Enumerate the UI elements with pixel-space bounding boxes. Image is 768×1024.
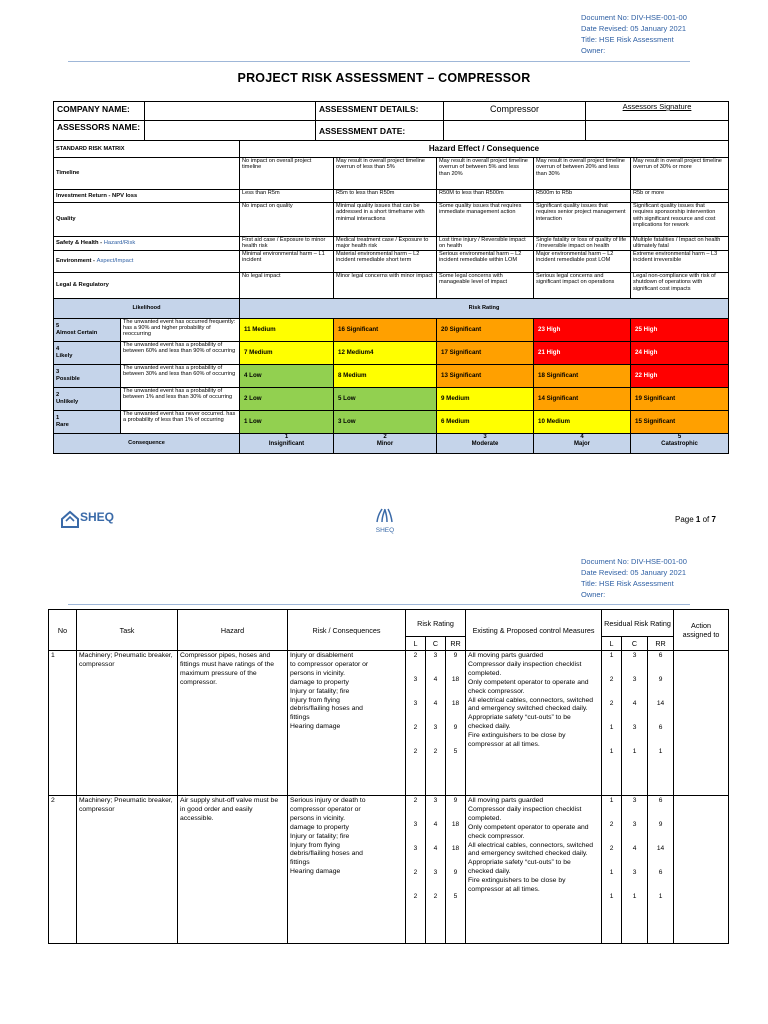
risk-line: persons in vicinity. xyxy=(290,814,346,822)
residual-value: 3 xyxy=(632,676,637,683)
residual-value: 2 xyxy=(609,821,614,828)
risk-line: compressor operator or xyxy=(290,805,361,813)
residual-value: 14 xyxy=(656,845,665,852)
rating-value: 2 xyxy=(413,652,418,659)
likelihood-row xyxy=(54,388,729,411)
assessment-date-label: ASSESSMENT DATE: xyxy=(316,121,444,141)
col-residual: Residual Risk Rating xyxy=(602,610,674,637)
risk-rating-cell: 11 Medium xyxy=(240,319,334,342)
consequence-level xyxy=(631,434,729,454)
consequence-row xyxy=(54,273,729,299)
consequence-number: 4 xyxy=(580,434,584,440)
rating-value: 18 xyxy=(451,845,460,852)
hazard-cell: Air supply shut-off valve must be in good order and easily accessible. xyxy=(178,796,288,944)
doc-number: Document No: DIV-HSE-001-00 xyxy=(581,557,687,566)
col-task: Task xyxy=(77,610,178,651)
rating-value: 4 xyxy=(433,676,438,683)
residual-value: 1 xyxy=(609,652,614,659)
assessment-date-value[interactable] xyxy=(444,121,586,141)
consequence-cell: Significant quality issues that requires senior project management interaction xyxy=(534,203,631,237)
risk-rating-cell: 9 Medium xyxy=(437,388,534,411)
residual-value: 1 xyxy=(609,869,614,876)
risk-rating-cell: 7 Medium xyxy=(240,342,334,365)
residual-value: 4 xyxy=(632,700,637,707)
likelihood-number: 4 xyxy=(56,346,60,352)
consequence-cell: Some quality issues that requires immediate management action xyxy=(437,203,534,237)
category-label: Safety & Health - xyxy=(56,240,104,247)
category-label: Legal & Regulatory xyxy=(56,282,109,289)
measure-line: compressor at all times. xyxy=(468,886,540,894)
likelihood-header: Likelihood xyxy=(54,299,240,319)
consequence-label: Consequence xyxy=(54,434,240,454)
risk-rating-cell: 8 Medium xyxy=(334,365,437,388)
likelihood-number: 5 xyxy=(56,323,60,329)
category-label: Environment - xyxy=(56,258,97,265)
consequence-category xyxy=(54,237,240,251)
consequence-cell: May result in overall project timeline overrun of between 20% and less than 30% xyxy=(534,158,631,190)
consequence-level xyxy=(534,434,631,454)
residual-value: 1 xyxy=(658,748,663,755)
col-rr: RR xyxy=(446,637,466,651)
rating-c-cell xyxy=(426,796,446,944)
consequence-row xyxy=(54,251,729,273)
likelihood-level xyxy=(54,319,121,342)
residual-value: 3 xyxy=(632,869,637,876)
consequence-cell: R500m to R5b xyxy=(534,190,631,203)
action-cell[interactable] xyxy=(674,796,729,944)
consequence-cell: Legal non-compliance with risk of shutdown of operations with significant cost impacts xyxy=(631,273,729,299)
residual-value: 3 xyxy=(632,821,637,828)
risk-assessment-table xyxy=(48,609,729,944)
sheq-logo-center xyxy=(370,508,400,538)
consequence-cell: May result in overall project timeline overrun of between 5% and less than 20% xyxy=(437,158,534,190)
measure-line: All electrical cables, connectors, switched xyxy=(468,696,594,704)
measure-line: completed. xyxy=(468,814,502,822)
risk-rating-cell: 6 Medium xyxy=(437,411,534,434)
consequence-category xyxy=(54,251,240,273)
likelihood-name: Rare xyxy=(56,422,69,428)
risk-line: to compressor operator or xyxy=(290,660,369,668)
risk-rating-cell: 17 Significant xyxy=(437,342,534,365)
consequence-name: Insignificant xyxy=(268,441,305,447)
header-divider-page2 xyxy=(68,604,690,605)
table-row xyxy=(49,651,729,796)
rating-value: 3 xyxy=(413,845,418,852)
sheq-logo-text-left: SHEQ xyxy=(80,510,115,524)
risk-cell xyxy=(288,651,406,796)
consequence-name: Moderate xyxy=(471,441,499,447)
consequence-category xyxy=(54,190,240,203)
likelihood-row xyxy=(54,342,729,365)
risk-line: debris/flailing hoses and xyxy=(290,705,363,713)
likelihood-level xyxy=(54,411,121,434)
likelihood-row xyxy=(54,411,729,434)
consequence-cell: Minimal environmental harm – L1 incident xyxy=(240,251,334,273)
residual-value: 4 xyxy=(632,845,637,852)
consequence-cell: May result in overall project timeline overrun of less than 5% xyxy=(334,158,437,190)
likelihood-level xyxy=(54,365,121,388)
row-number: 1 xyxy=(49,651,77,796)
col-rc: C xyxy=(622,637,648,651)
measure-line: All moving parts guarded xyxy=(468,797,544,804)
sheq-hands-icon xyxy=(374,508,396,524)
risk-rating-cell: 25 High xyxy=(631,319,729,342)
likelihood-row xyxy=(54,365,729,388)
risk-line: damage to property xyxy=(290,823,349,831)
assessment-details-label: ASSESSMENT DETAILS: xyxy=(316,102,444,121)
measure-line: and emergency switched checked daily. xyxy=(468,705,588,713)
risk-line: fittings xyxy=(290,859,310,867)
action-cell[interactable] xyxy=(674,651,729,796)
residual-value: 6 xyxy=(658,797,663,804)
rating-value: 2 xyxy=(433,748,438,755)
likelihood-description: The unwanted event has occurred frequently: has a 90% and higher probability of reoccurring xyxy=(121,319,240,342)
residual-value: 1 xyxy=(609,724,614,731)
col-rrr: RR xyxy=(648,637,674,651)
consequence-number: 1 xyxy=(284,434,289,440)
rating-value: 18 xyxy=(451,821,460,828)
rating-value: 3 xyxy=(413,676,418,683)
likelihood-name: Likely xyxy=(56,353,73,359)
consequence-cell: Material environmental harm – L2 incident remediable short term xyxy=(334,251,437,273)
rating-l-cell xyxy=(406,796,426,944)
rating-value: 2 xyxy=(413,893,418,900)
doc-title: Title: HSE Risk Assessment xyxy=(581,35,674,44)
residual-value: 1 xyxy=(609,748,614,755)
risk-rating-cell: 23 High xyxy=(534,319,631,342)
signature-label: Assessors Signature xyxy=(586,102,729,121)
likelihood-level xyxy=(54,388,121,411)
rating-value: 3 xyxy=(433,797,438,804)
consequence-cell: No impact on overall project timeline xyxy=(240,158,334,190)
likelihood-level xyxy=(54,342,121,365)
assessors-name-value[interactable] xyxy=(145,121,316,141)
measure-line: Fire extinguishers to be close by xyxy=(468,732,566,740)
residual-value: 6 xyxy=(658,652,663,659)
likelihood-description: The unwanted event has a probability of between 60% and less than 90% of occurring xyxy=(121,342,240,365)
residual-value: 2 xyxy=(609,845,614,852)
risk-line: Serious injury or death to xyxy=(290,797,366,804)
residual-value: 1 xyxy=(609,797,614,804)
risk-rating-cell: 13 Significant xyxy=(437,365,534,388)
company-name-label: COMPANY NAME: xyxy=(54,102,145,121)
consequence-cell: Lost time injury / Reversible impact on health xyxy=(437,237,534,251)
rating-value: 2 xyxy=(433,893,438,900)
assessment-header-table xyxy=(53,101,729,141)
measure-line: checked daily. xyxy=(468,723,511,731)
residual-value: 3 xyxy=(632,652,637,659)
residual-rc-cell xyxy=(622,796,648,944)
measure-line: completed. xyxy=(468,669,502,677)
risk-rating-cell: 1 Low xyxy=(240,411,334,434)
risk-rating-cell: 22 High xyxy=(631,365,729,388)
rating-value: 3 xyxy=(433,869,438,876)
consequence-category xyxy=(54,158,240,190)
residual-value: 14 xyxy=(656,700,665,707)
risk-rating-cell: 24 High xyxy=(631,342,729,365)
likelihood-description: The unwanted event has a probability of between 1% and less than 30% of occurring xyxy=(121,388,240,411)
consequence-cell: Single fatality or loss of quality of life / Irreversible impact on health xyxy=(534,237,631,251)
rating-value: 3 xyxy=(433,652,438,659)
residual-value: 1 xyxy=(632,748,637,755)
residual-value: 2 xyxy=(609,676,614,683)
consequence-cell: May result in overall project timeline overrun of 30% or more xyxy=(631,158,729,190)
measure-line: and emergency switched checked daily. xyxy=(468,850,588,858)
residual-value: 1 xyxy=(609,893,614,900)
residual-value: 2 xyxy=(609,700,614,707)
consequence-category xyxy=(54,273,240,299)
consequence-cell: No impact on quality xyxy=(240,203,334,237)
consequence-cell: Minimal quality issues that can be addressed in a short timeframe with minimal interactions xyxy=(334,203,437,237)
category-sublabel: Hazard/Risk xyxy=(103,240,136,247)
doc-date: Date Revised: 05 January 2021 xyxy=(581,568,687,577)
likelihood-number: 1 xyxy=(56,415,60,421)
risk-line: Hearing damage xyxy=(290,868,341,876)
rating-rr-cell xyxy=(446,651,466,796)
col-no: No xyxy=(49,610,77,651)
risk-rating-cell: 4 Low xyxy=(240,365,334,388)
likelihood-name: Possible xyxy=(56,376,80,382)
risk-rating-header: Risk Rating xyxy=(240,299,729,319)
category-sublabel: Aspect/Impact xyxy=(96,258,134,265)
consequence-cell: R5m to less than R50m xyxy=(334,190,437,203)
col-risk-rating: Risk Rating xyxy=(406,610,466,637)
risk-rating-cell: 5 Low xyxy=(334,388,437,411)
col-risk: Risk / Consequences xyxy=(288,610,406,651)
consequence-row xyxy=(54,237,729,251)
task-cell: Machinery; Pneumatic breaker, compressor xyxy=(77,796,178,944)
consequence-cell: Some legal concerns with manageable level of impact xyxy=(437,273,534,299)
risk-line: Injury or fatality; fire xyxy=(290,687,350,695)
consequence-number: 2 xyxy=(383,434,387,440)
consequence-cell: Medical treatment case / Exposure to major health risk xyxy=(334,237,437,251)
likelihood-number: 2 xyxy=(56,392,60,398)
consequence-cell: Major environmental harm – L2 incident remediable post LOM xyxy=(534,251,631,273)
risk-line: damage to property xyxy=(290,678,349,686)
measure-line: check compressor. xyxy=(468,832,525,840)
measure-line: check compressor. xyxy=(468,687,525,695)
measure-line: Compressor daily inspection checklist xyxy=(468,805,582,813)
rating-value: 9 xyxy=(453,724,458,731)
measure-line: All moving parts guarded xyxy=(468,652,544,659)
residual-value: 9 xyxy=(658,676,663,683)
risk-rating-cell: 10 Medium xyxy=(534,411,631,434)
consequence-level xyxy=(437,434,534,454)
risk-rating-cell: 21 High xyxy=(534,342,631,365)
col-c: C xyxy=(426,637,446,651)
consequence-cell: First aid case / Exposure to minor health risk xyxy=(240,237,334,251)
consequence-name: Minor xyxy=(376,441,394,447)
likelihood-description: The unwanted event has never occurred. has a probability of less than 1% of occurring xyxy=(121,411,240,434)
category-label: Timeline xyxy=(56,170,80,177)
consequence-cell: Minor legal concerns with minor impact xyxy=(334,273,437,299)
rating-value: 4 xyxy=(433,821,438,828)
rating-value: 4 xyxy=(433,845,438,852)
residual-rrr-cell xyxy=(648,651,674,796)
residual-value: 6 xyxy=(658,724,663,731)
rating-value: 5 xyxy=(453,893,458,900)
rating-value: 9 xyxy=(453,869,458,876)
likelihood-row xyxy=(54,319,729,342)
col-action: Action assigned to xyxy=(674,610,729,651)
consequence-category xyxy=(54,203,240,237)
residual-value: 3 xyxy=(632,724,637,731)
measure-line: Only competent operator to operate and xyxy=(468,823,589,831)
consequence-cell: Extreme environmental harm – L3 incident irreversible xyxy=(631,251,729,273)
risk-rating-cell: 3 Low xyxy=(334,411,437,434)
measure-line: Appropriate safety “cut-outs” to be xyxy=(468,714,571,722)
consequence-cell: R5b or more xyxy=(631,190,729,203)
company-name-value[interactable] xyxy=(145,102,316,121)
consequence-number: 5 xyxy=(677,434,682,440)
consequence-cell: Serious environmental harm – L2 incident remediable within LOM xyxy=(437,251,534,273)
rating-c-cell xyxy=(426,651,446,796)
col-l: L xyxy=(406,637,426,651)
assessors-name-label: ASSESSORS NAME: xyxy=(54,121,145,141)
consequence-row xyxy=(54,158,729,190)
assessment-details-value[interactable]: Compressor xyxy=(444,102,586,121)
likelihood-name: Almost Certain xyxy=(56,330,98,336)
risk-line: Injury or disablement xyxy=(290,652,354,659)
hazard-cell: Compressor pipes, hoses and fittings must have ratings of the maximum pressure of the compressor. xyxy=(178,651,288,796)
residual-value: 3 xyxy=(632,797,637,804)
document-meta-page2 xyxy=(581,556,687,600)
risk-line: persons in vicinity. xyxy=(290,669,346,677)
risk-rating-cell: 2 Low xyxy=(240,388,334,411)
row-number: 2 xyxy=(49,796,77,944)
consequence-level xyxy=(240,434,334,454)
measure-line: checked daily. xyxy=(468,868,511,876)
rating-value: 18 xyxy=(451,700,460,707)
rating-value: 2 xyxy=(413,748,418,755)
rating-value: 9 xyxy=(453,652,458,659)
signature-value[interactable] xyxy=(586,121,729,141)
rating-value: 2 xyxy=(413,724,418,731)
risk-rating-cell: 16 Significant xyxy=(334,319,437,342)
doc-date: Date Revised: 05 January 2021 xyxy=(581,24,687,33)
consequence-level xyxy=(334,434,437,454)
rating-value: 18 xyxy=(451,676,460,683)
page-number: Page 1 of 7 xyxy=(675,515,716,524)
measure-line: All electrical cables, connectors, switched xyxy=(468,841,594,849)
consequence-name: Catastrophic xyxy=(661,441,698,447)
doc-owner: Owner: xyxy=(581,46,606,55)
consequence-name: Major xyxy=(573,441,590,447)
category-label: Quality xyxy=(56,216,76,223)
risk-rating-cell: 12 Medium4 xyxy=(334,342,437,365)
table-row xyxy=(49,796,729,944)
likelihood-name: Unlikely xyxy=(56,399,79,405)
consequence-cell: Significant quality issues that requires sponsorship intervention with significant resource and cost implications for rework xyxy=(631,203,729,237)
rating-l-cell xyxy=(406,651,426,796)
col-rl: L xyxy=(602,637,622,651)
header-divider xyxy=(68,61,690,62)
likelihood-number: 3 xyxy=(56,369,60,375)
risk-line: Injury or fatality; fire xyxy=(290,832,350,840)
measure-line: compressor at all times. xyxy=(468,741,540,749)
measures-cell xyxy=(466,651,602,796)
measures-cell xyxy=(466,796,602,944)
residual-rc-cell xyxy=(622,651,648,796)
consequence-row xyxy=(54,203,729,237)
residual-rl-cell xyxy=(602,796,622,944)
residual-value: 6 xyxy=(658,869,663,876)
risk-rating-cell: 15 Significant xyxy=(631,411,729,434)
rating-value: 9 xyxy=(453,797,458,804)
doc-title: Title: HSE Risk Assessment xyxy=(581,579,674,588)
risk-cell xyxy=(288,796,406,944)
risk-rating-cell: 18 Significant xyxy=(534,365,631,388)
risk-line: fittings xyxy=(290,714,310,722)
consequence-row xyxy=(54,190,729,203)
measure-line: Fire extinguishers to be close by xyxy=(468,877,566,885)
sheq-logo-left xyxy=(60,508,120,530)
residual-rl-cell xyxy=(602,651,622,796)
rating-value: 5 xyxy=(453,748,458,755)
rating-value: 3 xyxy=(433,724,438,731)
rating-rr-cell xyxy=(446,796,466,944)
col-hazard: Hazard xyxy=(178,610,288,651)
consequence-number: 3 xyxy=(483,434,487,440)
consequence-cell: No legal impact xyxy=(240,273,334,299)
consequence-cell: Serious legal concerns and significant impact on operations xyxy=(534,273,631,299)
risk-line: Injury from flying xyxy=(290,696,340,704)
rating-value: 3 xyxy=(413,700,418,707)
residual-value: 9 xyxy=(658,821,663,828)
document-meta xyxy=(581,12,687,56)
risk-rating-cell: 14 Significant xyxy=(534,388,631,411)
measure-line: Compressor daily inspection checklist xyxy=(468,660,582,668)
rating-value: 2 xyxy=(413,869,418,876)
hazard-effect-header: Hazard Effect / Consequence xyxy=(240,141,729,158)
risk-line: Injury from flying xyxy=(290,841,340,849)
residual-rrr-cell xyxy=(648,796,674,944)
doc-owner: Owner: xyxy=(581,590,606,599)
page-title: PROJECT RISK ASSESSMENT – COMPRESSOR xyxy=(237,71,531,85)
rating-value: 3 xyxy=(413,821,418,828)
col-measures: Existing & Proposed control Measures xyxy=(466,610,602,651)
task-cell: Machinery; Pneumatic breaker, compressor xyxy=(77,651,178,796)
sheq-logo-text-center: SHEQ xyxy=(375,527,395,534)
residual-value: 1 xyxy=(632,893,637,900)
likelihood-description: The unwanted event has a probability of between 30% and less than 60% of occurring xyxy=(121,365,240,388)
rating-value: 4 xyxy=(433,700,438,707)
rating-value: 2 xyxy=(413,797,418,804)
residual-value: 1 xyxy=(658,893,663,900)
risk-rating-cell: 19 Significant xyxy=(631,388,729,411)
measure-line: Appropriate safety “cut-outs” to be xyxy=(468,859,571,867)
doc-number: Document No: DIV-HSE-001-00 xyxy=(581,13,687,22)
consequence-cell: Multiple fatalities / Impact on health ultimately fatal xyxy=(631,237,729,251)
risk-line: debris/flailing hoses and xyxy=(290,850,363,858)
risk-matrix-table xyxy=(53,140,729,454)
risk-line: Hearing damage xyxy=(290,723,341,731)
risk-rating-cell: 20 Significant xyxy=(437,319,534,342)
consequence-cell: Less than R5m xyxy=(240,190,334,203)
measure-line: Only competent operator to operate and xyxy=(468,678,589,686)
standard-risk-matrix-label: STANDARD RISK MATRIX xyxy=(54,141,240,158)
category-label: Investment Return - NPV loss xyxy=(56,192,138,199)
consequence-cell: R50M to less than R500m xyxy=(437,190,534,203)
